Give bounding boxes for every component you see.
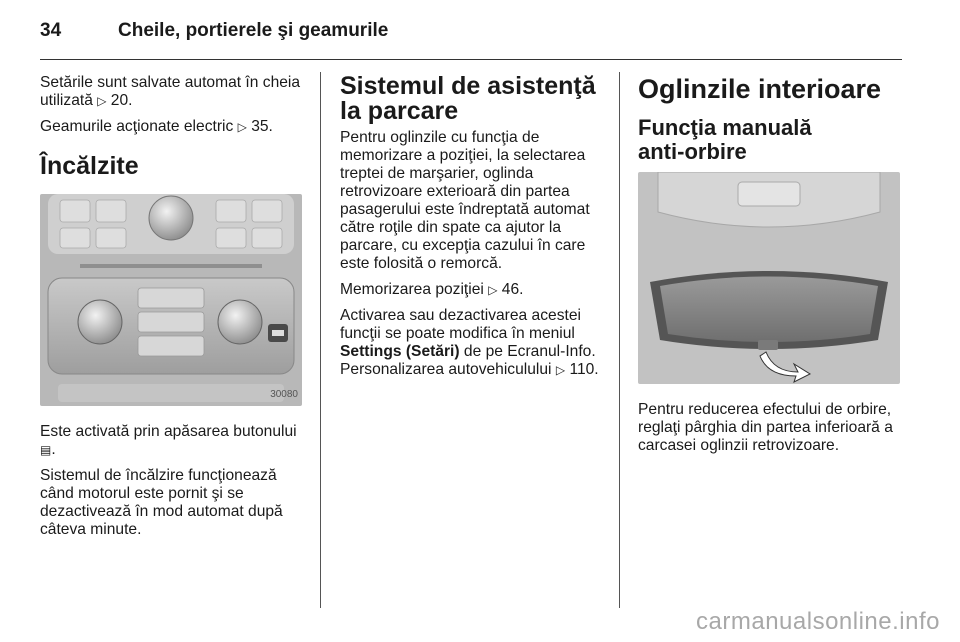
- column-3: [638, 74, 902, 463]
- page-ref-icon: ▷: [237, 120, 247, 134]
- page-ref[interactable]: 110.: [569, 361, 599, 378]
- paragraph-activation: Este activată prin apăsarea butonului ▤.: [40, 423, 297, 458]
- page-number: 34: [40, 20, 62, 41]
- column-divider-2: [619, 72, 620, 608]
- section-heading-interior-mirrors: Oglinzile interioare: [638, 74, 882, 104]
- paragraph-power-windows: Geamurile acţionate electric ▷ 35.: [40, 118, 273, 135]
- settings-menu-label: Settings (Setări): [340, 343, 460, 360]
- section-heading-parking-assist: Sistemul de asistenţă la parcare: [340, 72, 596, 125]
- page-ref[interactable]: 35.: [251, 118, 273, 135]
- paragraph-settings: Activarea sau dezactivarea acestei funcţii se poate modifica în meniul Settings (Setări) de pe Ecranul-Info. Personalizarea autovehiculului ▷ 110.: [340, 307, 599, 378]
- watermark: carmanualsonline.info: [696, 608, 940, 635]
- paragraph-key-settings: Setările sunt salvate automat în cheia utilizată ▷ 20.: [40, 74, 301, 109]
- heated-seat-icon: ▤: [40, 443, 52, 457]
- column-divider-1: [320, 72, 321, 608]
- page-ref-icon: ▷: [555, 363, 566, 377]
- figure-code: 30080: [270, 389, 298, 400]
- subsection-heading-anti-glare: Funcţia manuală anti-orbire: [638, 115, 812, 164]
- paragraph-parking-assist: Pentru oglinzile cu funcţia de memorizare a poziţiei, la selectarea treptei de marşarier, oglinda retrovizoare exterioară din partea pasagerului este îndreptată automat către roţile din spate ca ajutor la parcare, cu excepţia cazului în care este folosită o remorcă.: [340, 129, 590, 272]
- column-1: [40, 74, 308, 547]
- climate-panel-illustration: [40, 194, 302, 406]
- figure-rearview-mirror: [638, 172, 900, 384]
- paragraph-heating-system: Sistemul de încălzire funcţionează când motorul este pornit şi se dezactivează în mod automat după câteva minute.: [40, 467, 283, 538]
- header-rule: [40, 59, 902, 60]
- page-title: Cheile, portierele şi geamurile: [118, 20, 389, 41]
- rearview-mirror-illustration: [638, 172, 900, 384]
- column-2: [340, 74, 602, 387]
- paragraph-memory: Memorizarea poziţiei ▷ 46.: [340, 281, 524, 298]
- page-ref-icon: ▷: [97, 94, 107, 108]
- paragraph-anti-glare: Pentru reducerea efectului de orbire, reglaţi pârghia din partea inferioară a carcasei oglinzii retrovizoare.: [638, 401, 893, 454]
- figure-heated-mirror-controls: [40, 194, 302, 406]
- page-ref[interactable]: 46.: [501, 281, 524, 298]
- page-ref[interactable]: 20.: [110, 92, 133, 109]
- page-ref-icon: ▷: [488, 283, 498, 297]
- section-heading-heated: Încălzite: [40, 152, 139, 180]
